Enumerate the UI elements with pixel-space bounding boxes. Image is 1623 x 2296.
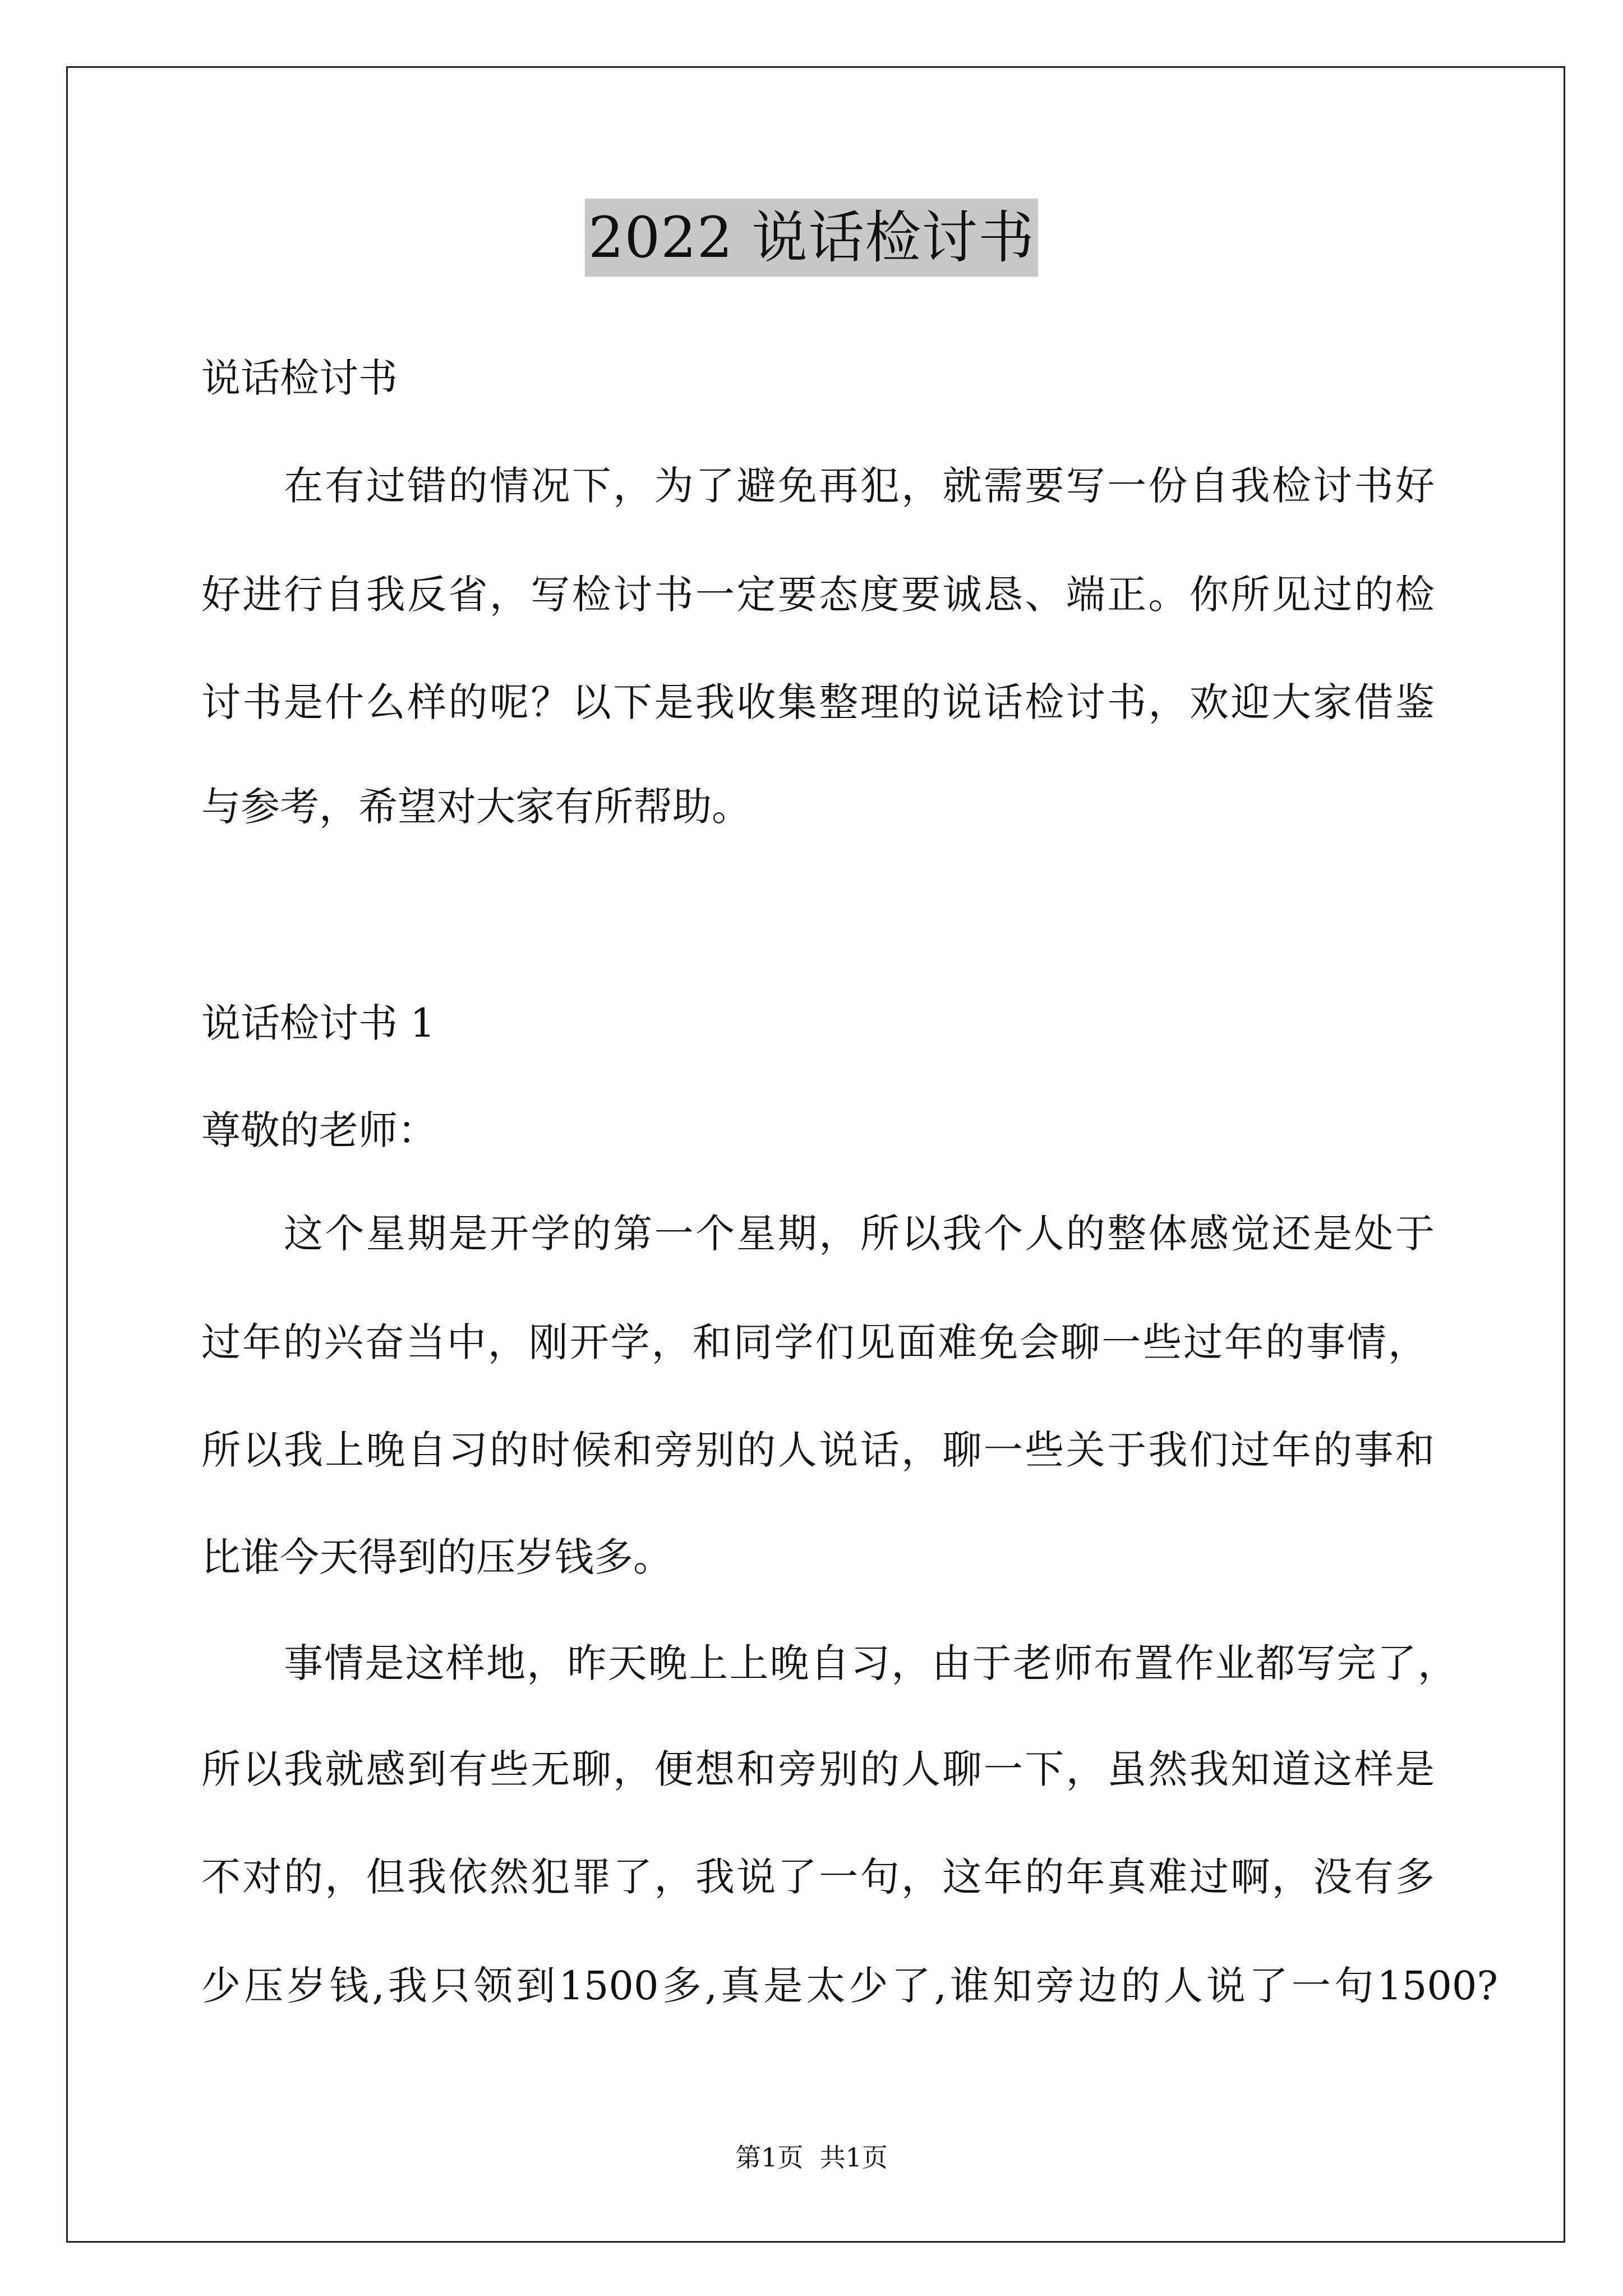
intro-line: 在有过错的情况下，为了避免再犯，就需要写一份自我检讨书好	[284, 463, 1435, 509]
paragraph-line: 所以我就感到有些无聊，便想和旁别的人聊一下，虽然我知道这样是	[201, 1746, 1435, 1792]
intro-line: 讨书是什么样的呢？以下是我收集整理的说话检讨书，欢迎大家借鉴	[201, 679, 1435, 725]
document-title: 2022 说话检讨书	[585, 199, 1038, 277]
paragraph-line: 所以我上晚自习的时候和旁别的人说话，聊一些关于我们过年的事和	[201, 1427, 1435, 1473]
salutation: 尊敬的老师：	[201, 1107, 437, 1153]
document-heading: 说话检讨书	[201, 355, 398, 401]
intro-line: 与参考，希望对大家有所帮助。	[201, 784, 751, 830]
paragraph-line: 这个星期是开学的第一个星期，所以我个人的整体感觉还是处于	[284, 1211, 1435, 1257]
title-row	[0, 199, 1623, 277]
paragraph-line: 不对的，但我依然犯罪了，我说了一句，这年的年真难过啊，没有多	[201, 1854, 1435, 1900]
paragraph-line: 过年的兴奋当中，刚开学，和同学们见面难免会聊一些过年的事情，	[201, 1319, 1427, 1365]
paragraph-line: 少压岁钱,我只领到1500多,真是太少了,谁知旁边的人说了一句1500?	[201, 1963, 1498, 2009]
paragraph-line: 事情是这样地，昨天晚上上晚自习，由于老师布置作业都写完了，	[284, 1640, 1457, 1686]
intro-line: 好进行自我反省，写检讨书一定要态度要诚恳、端正。你所见过的检	[201, 572, 1435, 618]
section-title: 说话检讨书 1	[201, 1000, 435, 1046]
paragraph-line: 比谁今天得到的压岁钱多。	[201, 1534, 672, 1580]
page-number-footer: 第1页 共1页	[735, 2142, 888, 2173]
